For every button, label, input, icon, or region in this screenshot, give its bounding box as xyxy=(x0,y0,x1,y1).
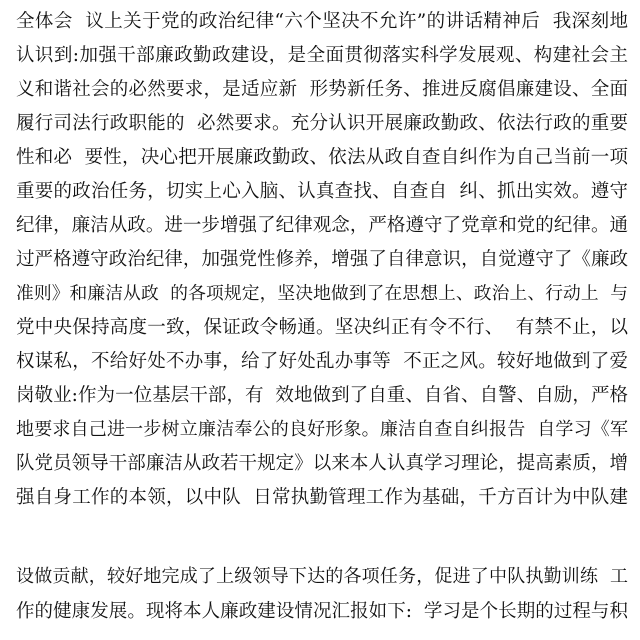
text-line: 设做贡献，较好地完成了上级领导下达的各项任务，促进了中队执勤训练 工 xyxy=(16,566,628,587)
text-line: 地要求自己进一步树立廉洁奉公的良好形象。廉洁自查自纠报告 自学习《军 xyxy=(16,419,628,440)
text-line: 纪律，廉洁从政。进一步增强了纪律观念，严格遵守了党章和党的纪律。通 xyxy=(16,215,628,236)
text-line: 履行司法行政职能的 必然要求。充分认识开展廉政勤政、依法行政的重要 xyxy=(16,113,628,134)
text-line: 重要的政治任务，切实上心入脑、认真查找、自查自 纠、抓出实效。遵守 xyxy=(16,181,628,202)
text-line: 作的健康发展。现将本人廉政建设情况汇报如下: 学习是个长期的过程与积 xyxy=(16,601,628,622)
text-line: 准则》和廉洁从政 的各项规定，坚决地做到了在思想上、政治上、行动上 与 xyxy=(16,284,628,304)
text-line: 过严格遵守政治纪律，加强党性修养，增强了自律意识，自觉遵守了《廉政 xyxy=(16,249,628,270)
text-line: 岗敬业:作为一位基层干部，有 效地做到了自重、自省、自警、自励，严格 xyxy=(16,385,628,406)
text-line: 强自身工作的本领，以中队 日常执勤管理工作为基础，千方百计为中队建 xyxy=(16,487,628,508)
text-line: 党中央保持高度一致，保证政令畅通。坚决纠正有令不行、 有禁不止，以 xyxy=(16,317,628,338)
text-line: 性和必 要性，决心把开展廉政勤政、依法从政自查自纠作为自己当前一项 xyxy=(16,147,628,168)
text-line: 权谋私，不给好处不办事，给了好处乱办事等 不正之风。较好地做到了爱 xyxy=(16,351,628,372)
text-line: 队党员领导干部廉洁从政若干规定》以来本人认真学习理论，提高素质，增 xyxy=(16,453,628,474)
text-line: 义和谐社会的必然要求，是适应新 形势新任务、推进反腐倡廉建设、全面 xyxy=(16,79,628,100)
text-line: 全体会 议上关于党的政治纪律“六个坚决不允许”的讲话精神后 我深刻地 xyxy=(16,11,628,32)
text-line: 认识到:加强干部廉政勤政建设，是全面贯彻落实科学发展观、构建社会主 xyxy=(16,45,628,66)
